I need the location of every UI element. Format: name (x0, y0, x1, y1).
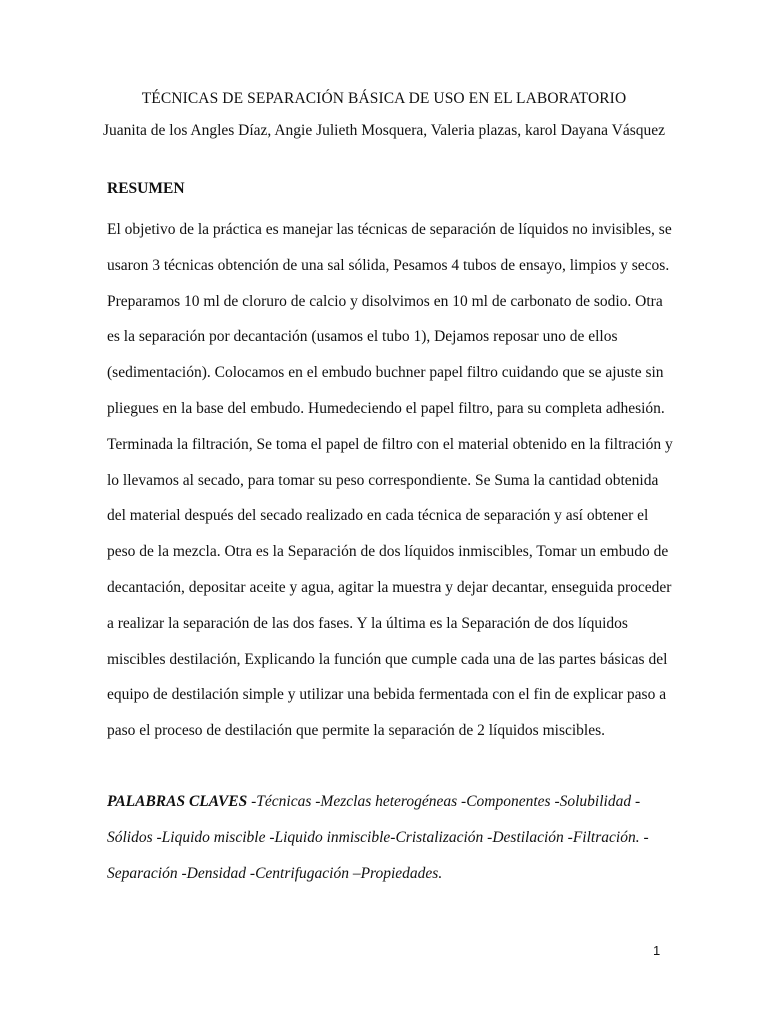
abstract-line: miscibles destilación, Explicando la función que cumple cada una de las partes básicas del (107, 650, 668, 668)
abstract-line: peso de la mezcla. Otra es la Separación de dos líquidos inmiscibles, Tomar un embudo de (107, 543, 669, 561)
abstract-line: pliegues en la base del embudo. Humedeciendo el papel filtro, para su completa adhesión. (107, 399, 665, 417)
abstract-body (107, 212, 673, 749)
abstract-line: lo llevamos al secado, para tomar su peso correspondiente. Se Suma la cantidad obtenida (107, 471, 659, 489)
keywords-line (107, 784, 667, 820)
abstract-line: es la separación por decantación (usamos el tubo 1), Dejamos reposar uno de ellos (107, 328, 618, 346)
abstract-line: equipo de destilación simple y utilizar una bebida fermentada con el fin de explicar paso a (107, 686, 667, 704)
abstract-line: El objetivo de la práctica es manejar las técnicas de separación de líquidos no invisibles, se (107, 221, 672, 238)
author-list: Juanita de los Angles Díaz, Angie Julieth Mosquera, Valeria plazas, karol Dayana Vásquez (102, 122, 665, 139)
page-number: 1 (653, 943, 661, 958)
abstract-heading: RESUMEN (107, 180, 185, 197)
abstract-line: del material después del secado realizado en cada técnica de separación y así obtener el (107, 507, 649, 525)
abstract-line: Preparamos 10 ml de cloruro de calcio y disolvimos en 10 ml de carbonato de sodio. Otra (107, 292, 663, 310)
abstract-line: usaron 3 técnicas obtención de una sal sólida, Pesamos 4 tubos de ensayo, limpios y secos. (107, 256, 670, 274)
keywords-text: -Técnicas -Mezclas heterogéneas -Componentes -Solubilidad - (247, 793, 641, 810)
keywords-label: PALABRAS CLAVES (107, 793, 248, 810)
abstract-line: Terminada la filtración, Se toma el papel de filtro con el material obtenido en la filtración y (107, 435, 673, 453)
abstract-line: (sedimentación). Colocamos en el embudo buchner papel filtro cuidando que se ajuste sin (107, 364, 664, 382)
abstract-line: a realizar la separación de las dos fases. Y la última es la Separación de dos líquidos (107, 614, 628, 632)
paper-title: TÉCNICAS DE SEPARACIÓN BÁSICA DE USO EN EL LABORATORIO (141, 90, 627, 107)
keywords-line: Separación -Densidad -Centrifugación –Propiedades. (107, 864, 443, 882)
abstract-line: decantación, depositar aceite y agua, agitar la muestra y dejar decantar, enseguida proceder (107, 578, 672, 596)
keywords-block (107, 784, 667, 891)
abstract-line: paso el proceso de destilación que permite la separación de 2 líquidos miscibles. (107, 722, 606, 740)
keywords-line: Sólidos -Liquido miscible -Liquido inmiscible-Cristalización -Destilación -Filtración. - (107, 828, 649, 846)
